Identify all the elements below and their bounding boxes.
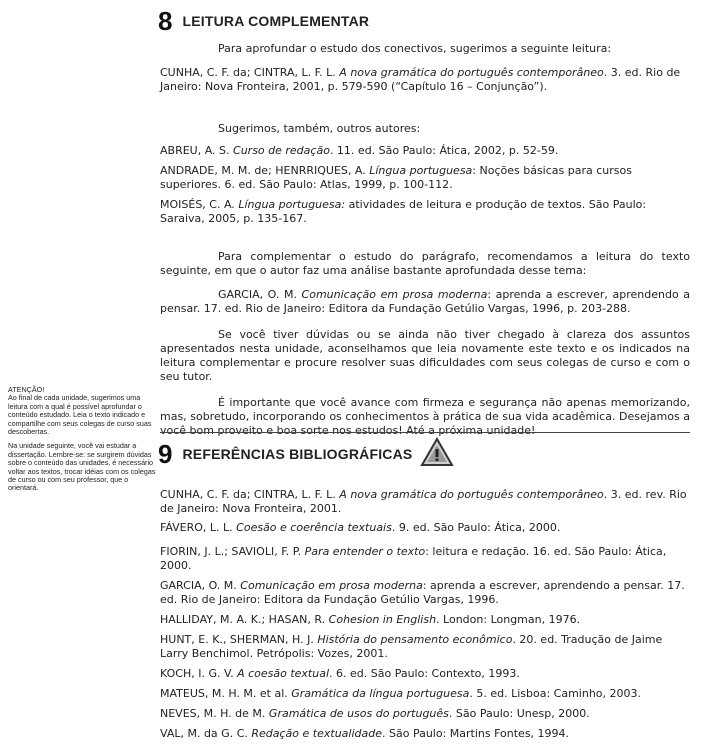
ref-author: FÁVERO, L. L. — [160, 521, 237, 534]
ref-details: : leitura e redação. 16. ed. São Paulo: Ática, 2000. — [160, 545, 667, 572]
ref-title: Comunicação em prosa moderna — [301, 288, 488, 301]
warning-triangle-icon — [420, 437, 454, 471]
ref-title: Curso de redação — [233, 144, 330, 157]
bibliography-list — [160, 488, 690, 741]
ref-details: atividades de leitura e produção de textos. São Paulo: Saraiva, 2005, p. 135-167. — [160, 198, 647, 225]
ref-author: GARCIA, O. M. — [218, 288, 302, 301]
attention-note-2: Na unidade seguinte, você vai estudar a dissertação. Lembre-se: se surgirem dúvidas sobre o conteúdo das unidades, é necessário voltar aos textos, trocar idéias com os colegas de curso ou com seu professor, que o orientará. — [8, 441, 156, 493]
ref-details: . 20. ed. Tradução de Jaime Larry Benchimol. Petrópolis: Vozes, 2001. — [160, 633, 663, 660]
section-8-body — [160, 42, 690, 438]
ref-author: CUNHA, C. F. da; CINTRA, L. F. L. — [160, 66, 340, 79]
also-paragraph: Sugerimos, também, outros autores: — [218, 122, 421, 135]
ref-title: A nova gramática do português contemporâneo — [339, 66, 604, 79]
paragraph-doubts: Se você tiver dúvidas ou se ainda não tiver chegado à clareza dos assuntos apresentados nesta unidade, aconselhamos que leia novamente este texto e os indicados na leitura complementar e procure resolver suas dificuldades com seus colegas de curso e com o seu tutor. — [160, 328, 690, 383]
ref-title: Gramática de usos do português — [268, 707, 449, 720]
bib-item — [160, 545, 690, 573]
attention-sidebar — [8, 386, 156, 499]
bib-item — [160, 687, 690, 701]
ref-details: . 3. ed. rev. Rio de Janeiro: Nova Fronteira, 2001. — [160, 488, 687, 515]
bib-item — [160, 667, 690, 681]
ref-details: . 3. ed. Rio de Janeiro: Nova Fronteira, 2001, p. 579-590 (“Capítulo 16 – Conjunção”). — [160, 66, 681, 93]
ref-author: MATEUS, M. H. M. et al. — [160, 687, 292, 700]
reference-abreu — [160, 144, 690, 158]
section-8-heading — [158, 8, 369, 34]
ref-title: Redação e textualidade — [251, 727, 382, 740]
ref-details: . 6. ed. São Paulo: Contexto, 1993. — [329, 667, 520, 680]
ref-author: HALLIDAY, M. A. K.; HASAN, R. — [160, 613, 329, 626]
ref-title: Para entender o texto — [304, 545, 426, 558]
ref-title: Cohesion in English — [328, 613, 437, 626]
ref-details: . London: Longman, 1976. — [436, 613, 581, 626]
ref-details: : Noções básicas para cursos superiores. 6. ed. São Paulo: Atlas, 1999, p. 100-112. — [160, 164, 632, 191]
ref-title: Língua portuguesa — [369, 164, 473, 177]
ref-details: . 5. ed. Lisboa: Caminho, 2003. — [469, 687, 642, 700]
ref-author: HUNT, E. K., SHERMAN, H. J. — [160, 633, 318, 646]
ref-author: ABREU, A. S. — [160, 144, 234, 157]
reference-cunha — [160, 66, 690, 94]
bib-item — [160, 727, 690, 741]
ref-author: FIORIN, J. L.; SAVIOLI, F. P. — [160, 545, 305, 558]
ref-details: . 9. ed. São Paulo: Ática, 2000. — [391, 521, 561, 534]
ref-author: MOISÉS, C. A. — [160, 198, 239, 211]
attention-note-1: Ao final de cada unidade, sugerimos uma leitura com a qual é possível aprofundar o conteúdo estudado. Leia o texto indicado e compartilhe com seus colegas de curso suas descobertas. — [8, 393, 152, 437]
ref-author: ANDRADE, M. M. de; HENRRIQUES, A. — [160, 164, 370, 177]
reference-moises — [160, 198, 690, 226]
bib-item — [160, 633, 690, 661]
attention-title: ATENÇÃO! — [8, 385, 45, 394]
ref-title: Coesão e coerência textuais — [236, 521, 392, 534]
section-8-title: LEITURA COMPLEMENTAR — [182, 13, 370, 29]
section-9-number: 9 — [158, 439, 173, 469]
bib-item — [160, 613, 690, 627]
ref-author: CUNHA, C. F. da; CINTRA, L. F. L. — [160, 488, 340, 501]
intro-paragraph: Para aprofundar o estudo dos conectivos, sugerimos a seguinte leitura: — [218, 42, 612, 55]
ref-author: VAL, M. da G. C. — [160, 727, 252, 740]
paragraph-complement: Para complementar o estudo do parágrafo, recomendamos a leitura do texto seguinte, em que o autor faz uma análise bastante aprofundada desse tema: — [160, 250, 690, 277]
bib-item — [160, 707, 690, 721]
ref-details: . São Paulo: Martins Fontes, 1994. — [382, 727, 570, 740]
ref-title: Gramática da língua portuguesa — [291, 687, 470, 700]
ref-details: . 11. ed. São Paulo: Ática, 2002, p. 52-59. — [329, 144, 559, 157]
ref-title: A coesão textual — [237, 667, 330, 680]
ref-details: : aprenda a escrever, aprendendo a pensar. 17. ed. Rio de Janeiro: Editora da Fundação Getúlio Vargas, 1996. — [160, 579, 685, 606]
ref-title: História do pensamento econômico — [317, 633, 513, 646]
ref-title: Língua portuguesa: — [238, 198, 346, 211]
bib-item — [160, 579, 690, 607]
ref-author: NEVES, M. H. de M. — [160, 707, 269, 720]
bib-item — [160, 488, 690, 516]
ref-title: A nova gramática do português contemporâneo — [339, 488, 604, 501]
ref-details: . São Paulo: Unesp, 2000. — [448, 707, 590, 720]
section-divider — [160, 432, 690, 433]
paragraph-closing: É importante que você avance com firmeza e segurança não apenas memorizando, mas, sobretudo, incorporando os conhecimentos à prática de sua vida acadêmica. Desejamos a você bom proveito e boa sorte nos estudos! Até a próxima unidade! — [160, 396, 690, 437]
reference-andrade — [160, 164, 690, 192]
section-9-heading — [158, 437, 454, 471]
section-9-title: REFERÊNCIAS BIBLIOGRÁFICAS — [182, 446, 413, 462]
ref-title: Comunicação em prosa moderna — [240, 579, 423, 592]
ref-details: : aprenda a escrever, aprendendo a pensar. 17. ed. Rio de Janeiro: Editora da Fundação Getúlio Vargas, 1996, p. 203-288. — [160, 288, 690, 315]
section-8-number: 8 — [158, 6, 173, 36]
bib-item — [160, 521, 690, 535]
ref-author: GARCIA, O. M. — [160, 579, 241, 592]
reference-garcia — [160, 288, 690, 316]
ref-author: KOCH, I. G. V. — [160, 667, 238, 680]
